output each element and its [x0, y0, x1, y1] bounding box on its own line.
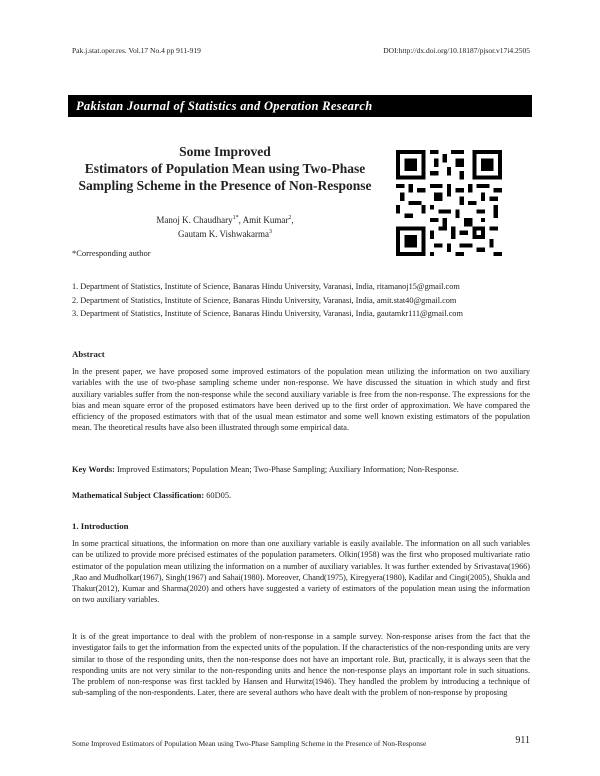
title-line: Estimators of Population Mean using Two-Phase — [84, 161, 366, 176]
author-affil-marker: 1* — [232, 215, 239, 221]
title-line: Some Improved — [179, 144, 271, 159]
author-name: Manoj K. Chaudhary — [156, 215, 233, 225]
journal-banner: Pakistan Journal of Statistics and Operation Research — [68, 95, 532, 117]
affiliation-item: 3. Department of Statistics, Institute of Science, Banaras Hindu University, Varanasi, India, gautamkr111@gmail.com — [72, 309, 463, 318]
author-line — [120, 226, 330, 240]
author-line — [120, 212, 330, 226]
keywords — [72, 465, 532, 474]
msc-text: 60D05. — [204, 491, 232, 500]
author-name: Gautam K. Vishwakarma — [177, 229, 270, 239]
author-separator: , — [291, 215, 294, 225]
author-affil-marker: 2 — [288, 215, 292, 221]
msc — [72, 491, 532, 500]
author-list — [120, 212, 330, 240]
keywords-label: Key Words: — [72, 465, 115, 474]
introduction-paragraph: In some practical situations, the information on more than one auxiliary variable is easily available. The information on all such variables can be utilized to provide more précised estimates of the population parameters. Olkin(1958) was the first who proposed multivariate ratio estimator of the population mean utilizing the information on a number of auxiliary variables. It was further extended by Srivastava(1966) ,Rao and Mudholkar(1967), Singh(1967) and Sahai(1980). Moreover, Chand(1975), Kiregyera(1980), Kadilar and Cingi(2005), Shukla and Thakur(2012), Kumar and Sharma(2020) and others have suggested a variety of estimators of the population mean using the information on two auxiliary variables. — [72, 539, 530, 605]
author-affil-marker: 3 — [269, 229, 273, 235]
abstract-text: In the present paper, we have proposed some improved estimators of the population mean utilizing the information on two auxiliary variables with the use of two-phase sampling scheme under non-response. We have discussed the situation in which study and first auxiliary variables suffer from the non-response while the second auxiliary variable is free from the non-response. The expressions for the bias and mean square error of the proposed estimators have been derived up to the first order of approximation. We have compared the efficiency of the proposed estimators with that of the usual mean estimator and some well known existing estimators of the population mean. The theoretical results have also been illustrated through some empirical data. — [72, 367, 530, 433]
paper-title — [60, 143, 390, 194]
keywords-text: Improved Estimators; Population Mean; Two-Phase Sampling; Auxiliary Information; Non-Response. — [114, 465, 459, 474]
abstract-heading: Abstract — [72, 349, 105, 359]
page-number: 911 — [515, 735, 530, 746]
introduction-heading: 1. Introduction — [72, 521, 129, 531]
author-name: , Amit Kumar — [238, 215, 289, 225]
journal-citation: Pak.j.stat.oper.res. Vol.17 No.4 pp 911-919 — [72, 46, 201, 55]
doi-link[interactable]: DOI:http://dx.doi.org/10.18187/pjsor.v17i4.2505 — [383, 46, 530, 55]
qr-code-icon — [396, 150, 502, 256]
corresponding-author-note: *Corresponding author — [72, 248, 151, 258]
title-line: Sampling Scheme in the Presence of Non-Response — [78, 178, 372, 193]
affiliation-item: 1. Department of Statistics, Institute of Science, Banaras Hindu University, Varanasi, India, ritamanoj15@gmail.com — [72, 282, 460, 291]
affiliations — [72, 280, 542, 321]
footer-running-title: Some Improved Estimators of Population Mean using Two-Phase Sampling Scheme in the Presence of Non-Response — [72, 739, 427, 748]
introduction-paragraph: It is of the great importance to deal with the problem of non-response in a sample survey. Non-response arises from the fact that the investigator fails to get the information from the expected units of the population. If the characteristics of the non-responding units are very similar to those of the responding units, then the non-response does not have an important role. But, practically, it is always seen that the responding units are not very similar to the non-responding units and hence the non-response plays an important role in such situations. The problem of non-response was first tackled by Hansen and Hurwitz(1946). They handled the problem by introducing a technique of sub-sampling of the non-respondents. Later, there are several authors who have dealt with the problem of non-response by proposing — [72, 632, 530, 698]
affiliation-item: 2. Department of Statistics, Institute of Science, Banaras Hindu University, Varanasi, India, amit.stat40@gmail.com — [72, 295, 457, 305]
msc-label: Mathematical Subject Classification: — [72, 491, 205, 500]
